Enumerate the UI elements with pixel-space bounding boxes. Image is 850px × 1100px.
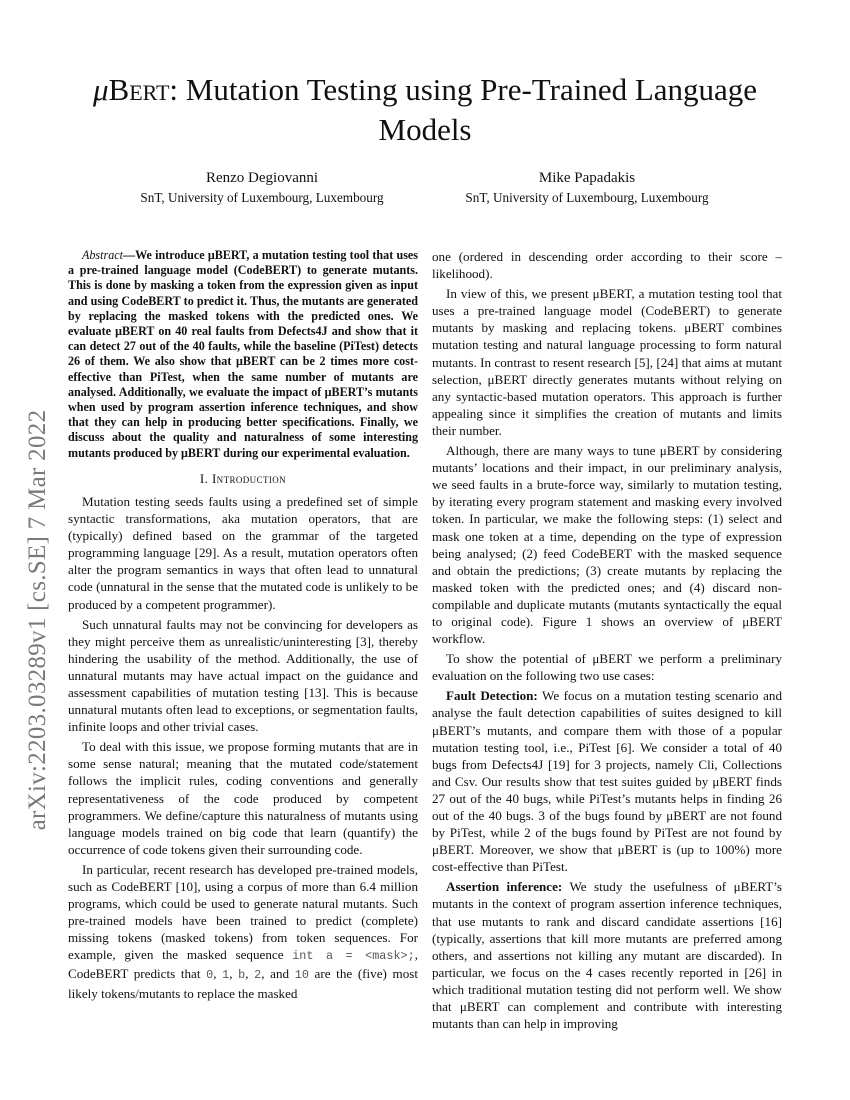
text-run: In particular, recent research has developed pre-trained models, such as CodeBERT [10], using a corpus of more than 6.4 million programs, which could be used to generate natural mutants. Such pre-trained models have been trained to predict (complete) missing tokens (masked tokens) from token sequences. For example, given the masked sequence <box>68 861 418 963</box>
text-run: We study the usefulness of μBERT’s mutants in the context of program assertion inference techniques, that use mutants to rank and discard candidate assertions [16] (typically, assertions that kill more mutants are preferred among others, and assertions not killing any mutant are discarded). In particular, we focus on the 4 cases recently reported in [26] in which traditional mutation testing did not perform well. We show that μBERT can complement and contribute with interesting mutants than can help in improving <box>432 879 782 1032</box>
author-name: Renzo Degiovanni <box>205 170 319 186</box>
paragraph: To deal with this issue, we propose forming mutants that are in some sense natural; meaning that the mutated code/statement follows the implicit rules, coding conventions and generally representativeness of the code produced by competent programmers. We define/capture this naturalness of mutants using language models trained on big code that learn (quantify) the occurrence of code tokens given their surrounding code. <box>68 739 418 857</box>
paragraph: Mutation testing seeds faults using a predefined set of simple syntactic transformations, aka mutation operators, that are (typically) defined based on the grammar of the targeted programming language [29]. As a result, mutation operators often alter the program semantics in ways that often lead to unnatural code (unnatural in the sense that the mutated code is unlikely to be produced by a competent programmer). <box>68 493 418 612</box>
author-block-2 <box>422 169 752 207</box>
code-snippet: int a = <mask>; <box>292 949 415 964</box>
paragraph-heading: Fault Detection: <box>446 688 538 704</box>
title-mu: μ <box>92 72 109 107</box>
paragraph: one (ordered in descending order according to their score – likelihood). <box>432 249 782 282</box>
paragraph: Such unnatural faults may not be convincing for developers as they might perceive them as unrealistic/uninteresting [3], thereby hindering the usability of the method. Additionally, the use of unnatural mutants may have actual impact on the guidance and assessment capabilities of mutation testing [13]. This is because unnatural mutants often lead to exceptions, or segmentation faults, infinite loops and other trivial cases. <box>68 616 418 735</box>
paragraph: In particular, recent research has developed pre-trained models, such as CodeBERT [10], using a corpus of more than 6.4 million programs, which could be used to generate natural mutants. Such pre-trained models have been trained to predict (complete) missing tokens (masked tokens) from token sequences. For example, given the masked sequence int a = <mask>;, CodeBERT predicts that 0, 1, b, 2, and 10 are the (five) most likely tokens/mutants to replace the masked <box>68 861 419 1001</box>
text-run: We focus on a mutation testing scenario and analyse the fault detection capabilities of suites designed to kill μBERT’s mutants, and compare them with those of a popular mutation testing tool, i.e., PiTest [6]. We consider a total of 40 bugs from Defects4J [19] for 3 projects, namely Cli, Collections and Csv. Our results show that test suites guided by μBERT finds 27 out of the 40 bugs, while PiTest’s mutants helps in finding 26 out of the 40 bugs. 3 of the bugs found by μBERT are not found by PiTest, while 2 of the bugs found by PiTest are not found by μBERT. Moreover, we show that μBERT is (up to 100%) more cost-effective than PiTest. <box>432 688 782 875</box>
code-token: 0 <box>206 968 214 983</box>
left-column <box>68 248 418 1005</box>
paragraph: To show the potential of μBERT we perform a preliminary evaluation on the following two use cases: <box>432 651 782 684</box>
right-column <box>432 248 782 1035</box>
abstract-text: —We introduce μBERT, a mutation testing tool that uses a pre-trained language model (CodeBERT) to generate mutants. This is done by masking a token from the expression given as input and using CodeBERT to predict it. Thus, the mutants are generated by replacing the masked tokens with the predicted ones. We evaluate μBERT on 40 real faults from Defects4J and show that it can detect 27 out of the 40 faults, while the baseline (PiTest) detects 26 of them. We also show that μBERT can be 2 times more cost-effective than PiTest, when the same number of mutants are analysed. Additionally, we evaluate the impact of μBERT’s mutants when used by program assertion inference techniques, and show that they can help in producing better specifications. Finally, we discuss about the quality and naturalness of some interesting mutants produced by μBERT during our experimental evaluation. <box>68 248 418 460</box>
title-tool-name: Bert <box>108 72 170 107</box>
arxiv-stamp: arXiv:2203.03289v1 [cs.SE] 7 Mar 2022 <box>24 409 51 831</box>
abstract-lead: Abstract <box>82 248 123 262</box>
paragraph <box>432 687 782 875</box>
paragraph: Although, there are many ways to tune μBERT by considering mutants’ locations and their impact, in our preliminary analysis, we seed faults in a brute-force way, similarly to mutation testing, by iterating every program statement and masking every involved token. In particular, we make the following steps: (1) select and mask one token at a time, depending on the type of expression being analysed; (2) feed CodeBERT with the masked sequence and obtain the predictions; (3) create mutants by replacing the masked token with the predicted ones; and (4) discard non-compilable and duplicate mutants (mutants syntactically the equal to original code). Figure 1 shows an overview of μBERT workflow. <box>432 443 782 647</box>
paper-title <box>60 70 790 150</box>
author-block-1 <box>97 169 427 207</box>
text-run: are the (five) most likely tokens/mutants to replace the masked <box>68 966 419 1001</box>
paragraph: In view of this, we present μBERT, a mutation testing tool that uses a pre-trained language model (CodeBERT) to generate mutants by masking and replacing tokens. μBERT combines mutation testing and natural language processing to form natural mutants. In contrast to resent research [5], [24] that aims at mutant selection, μBERT directly generates mutants without relying on any syntactic-based mutation operators. This approach is further appealing since it simplifies the creation of mutants and limits their number. <box>432 286 782 438</box>
author-affiliation: SnT, University of Luxembourg, Luxembourg <box>465 190 709 205</box>
paragraph-heading: Assertion inference: <box>446 879 563 895</box>
title-rest: : Mutation Testing using Pre-Trained Language Models <box>169 72 758 147</box>
code-token: 2 <box>254 968 262 983</box>
code-token: b <box>238 968 246 983</box>
section-heading-introduction: I. Introduction <box>199 470 287 486</box>
code-token: 1 <box>222 968 230 983</box>
code-token: 10 <box>294 968 309 983</box>
author-name: Mike Papadakis <box>538 170 636 186</box>
abstract <box>68 248 418 461</box>
text-run: , CodeBERT predicts that <box>68 947 418 982</box>
paragraph <box>432 878 782 1032</box>
author-affiliation: SnT, University of Luxembourg, Luxembourg <box>140 190 384 205</box>
